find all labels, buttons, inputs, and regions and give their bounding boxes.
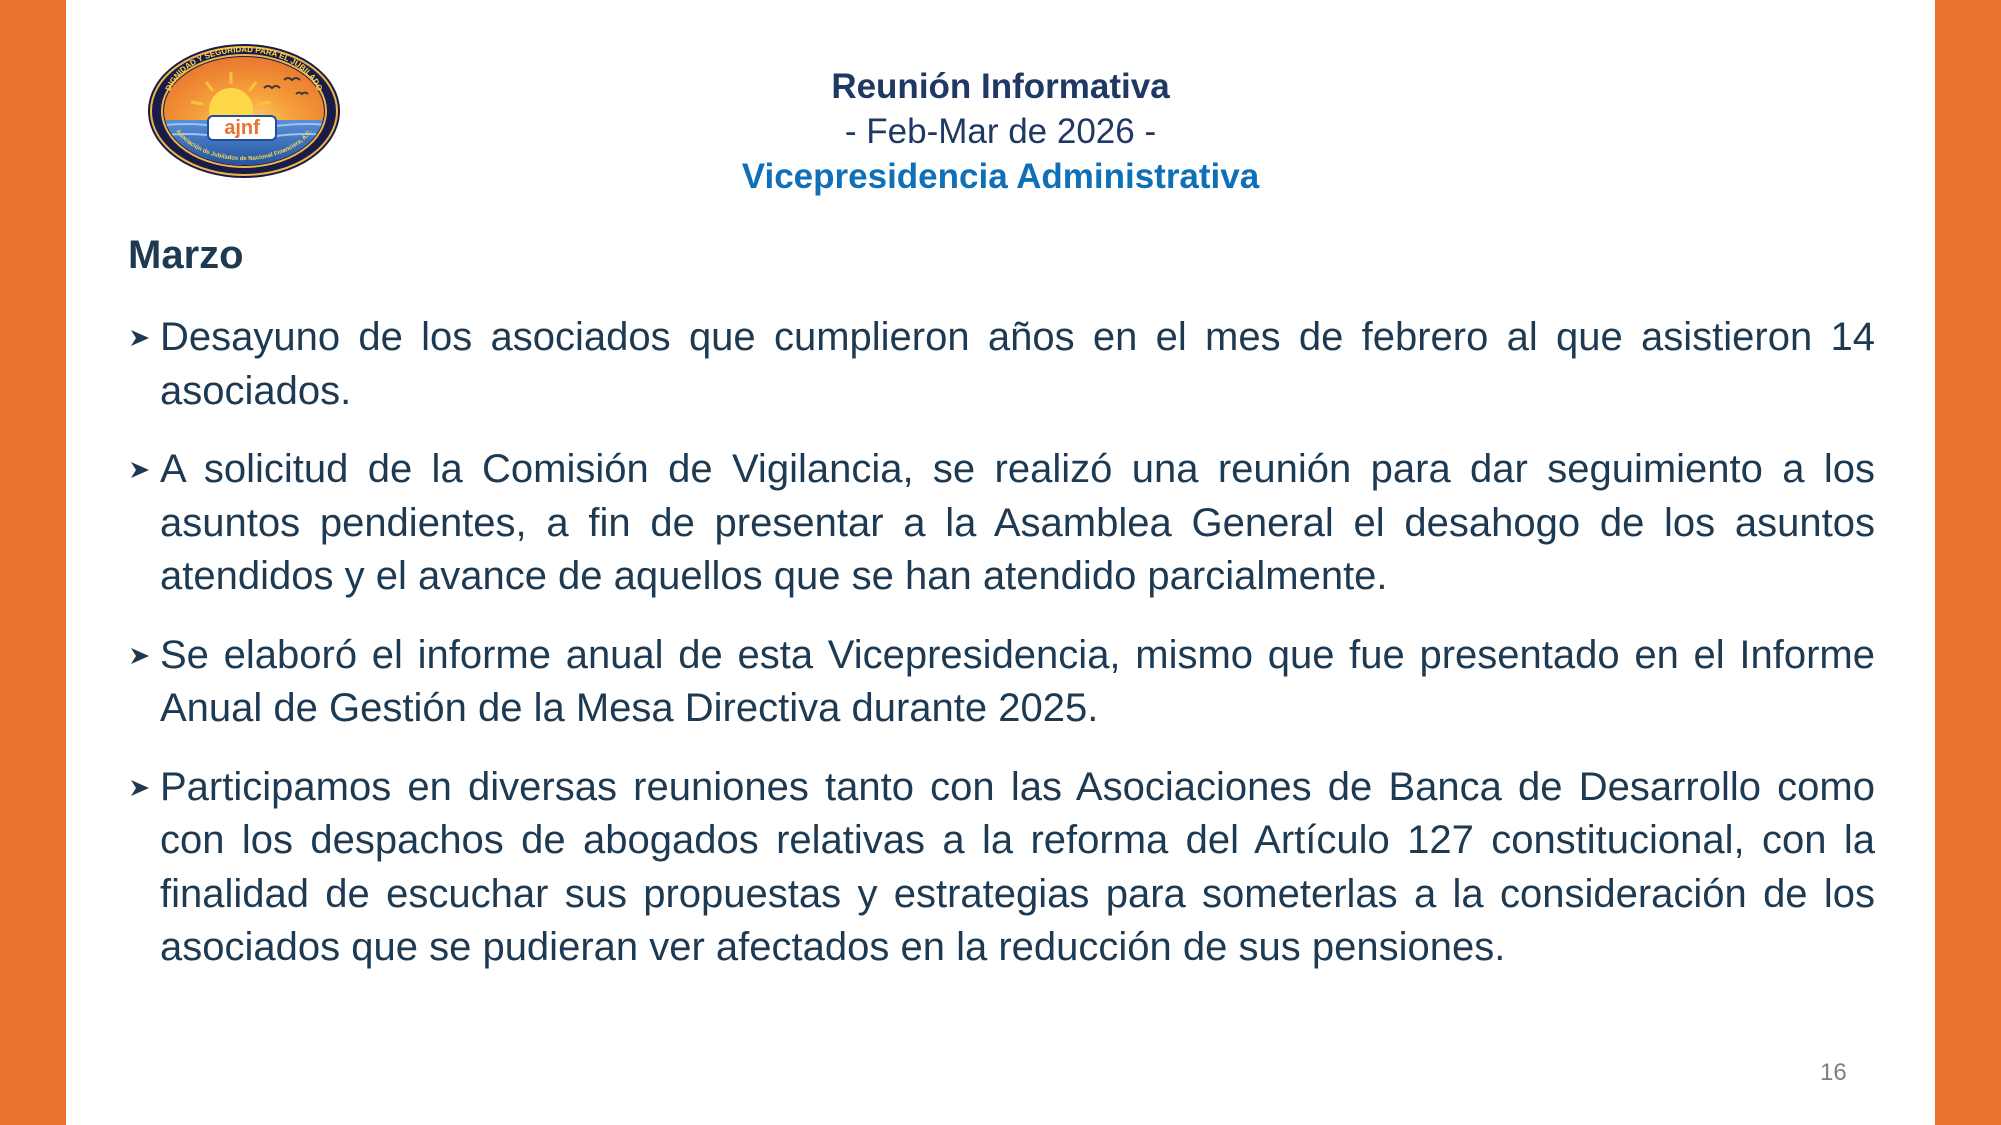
bullet-text: Se elaboró el informe anual de esta Vicepresidencia, mismo que fue presentado en el Informe Anual de Gestión de la Mesa Directiva durante 2025. [160, 632, 1875, 730]
department-name: Vicepresidencia Administrativa [741, 157, 1260, 196]
bullet-item [128, 629, 1875, 736]
meeting-title: Reunión Informativa [831, 67, 1170, 106]
arrowhead-bullet-icon [128, 460, 152, 480]
page-number: 16 [1820, 1059, 1847, 1086]
svg-text:ajnf: ajnf [224, 117, 260, 139]
bullet-list [128, 311, 1875, 1000]
arrowhead-bullet-icon [128, 328, 152, 348]
bullet-item [128, 761, 1875, 975]
bullet-item [128, 443, 1875, 604]
arrowhead-bullet-icon [128, 778, 152, 798]
svg-text:DIGNIDAD Y SEGURIDAD PARA EL J: DIGNIDAD Y SEGURIDAD PARA EL JUBILADO [163, 44, 325, 93]
slide [66, 0, 1935, 1125]
arrowhead-bullet-icon [128, 646, 152, 666]
bullet-text: Desayuno de los asociados que cumplieron años en el mes de febrero al que asistieron 14 asociados. [160, 315, 1875, 413]
slide-header [66, 64, 1935, 199]
svg-text:Asociación de Jubilados de Nac: Asociación de Jubilados de Nacional Financiera, A.C. [174, 128, 314, 163]
section-title: Marzo [128, 233, 244, 277]
bullet-item [128, 311, 1875, 418]
bullet-text: A solicitud de la Comisión de Vigilancia, se realizó una reunión para dar seguimiento a los asuntos pendientes, a fin de presentar a la Asamblea General el desahogo de los asuntos atendidos y el avance de aquellos que se han atendido parcialmente. [160, 447, 1875, 598]
meeting-period: - Feb-Mar de 2026 - [844, 112, 1157, 151]
bullet-text: Participamos en diversas reuniones tanto con las Asociaciones de Banca de Desarrollo como con los despachos de abogados relativas a la reforma del Artículo 127 constitucional, con la finalidad de escuchar sus propuestas y estrategias para someterlas a la consideración de los asociados que se pudieran ver afectados en la reducción de sus pensiones. [160, 764, 1875, 969]
